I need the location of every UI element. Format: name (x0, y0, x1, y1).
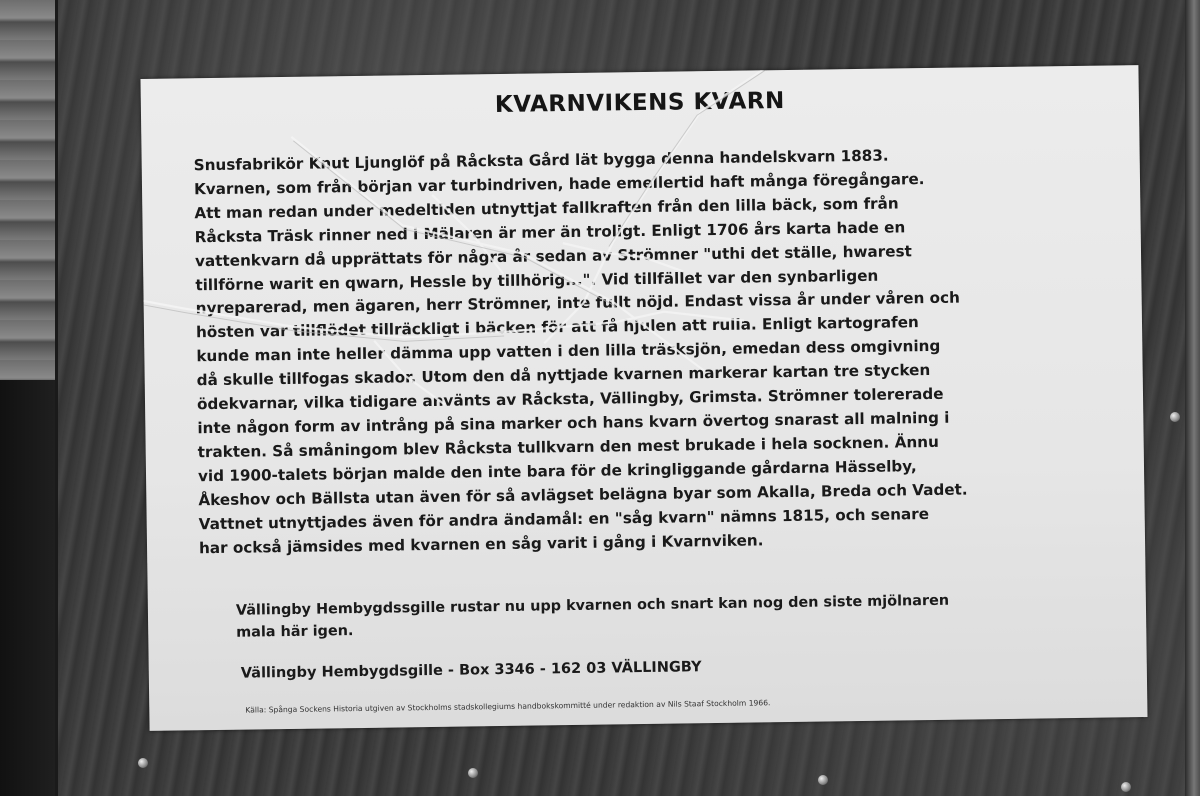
body-line: vid 1900-talets början malde den inte bara för de kringliggande gårdarna Hässelby, (197, 456, 917, 486)
body-line: inte någon form av intrång på sina marker och hans kvarn övertog snarast all malning i (197, 408, 950, 438)
body-line: ödekvarnar, vilka tidigare använts av Råcksta, Vällingby, Grimsta. Strömner tolererade (196, 384, 944, 414)
body-line: trakten. Så småningom blev Råcksta tullkvarn den mest brukade i hela socknen. Ännu (197, 432, 939, 462)
nail (468, 768, 478, 778)
paper-notice (140, 65, 1147, 731)
body-line: Vattnet utnyttjades även för andra ändamål: en "såg kvarn" nämns 1815, och senare (198, 504, 930, 533)
body-line: tillförne warit en qwarn, Hessle by tillhörig...". Vid tillfället var den synbarligen (195, 266, 879, 294)
body-line: Åkeshov och Bällsta utan även för så avlägset belägna byar som Akalla, Breda och Vadet. (198, 480, 968, 509)
body-line: Kvarnen, som från början var turbindriven, hade emellertid haft många föregångare. (193, 169, 925, 199)
nail (1170, 412, 1180, 422)
board-frame-edge (1185, 0, 1200, 796)
notice-body (194, 142, 1080, 561)
body-line: då skulle tillfogas skador. Utom den då nyttjade kvarnen markerar kartan tre stycken (196, 361, 931, 390)
source-citation: Källa: Spånga Sockens Historia utgiven av Stockholms stadskollegiums handbokskommitté under redaktion av Nils Staaf Stockholm 1966. (245, 698, 771, 715)
body-line: har också jämsides med kvarnen en såg varit i gång i Kvarnviken. (198, 530, 764, 557)
nail (818, 775, 828, 785)
body-line: kunde man inte heller dämma upp vatten i den lilla träsksjön, emedan dess omgivning (196, 337, 941, 366)
nail (138, 758, 148, 768)
nail (1121, 782, 1131, 792)
note-line: mala här igen. (236, 623, 354, 641)
restoration-note (236, 588, 1077, 644)
notice-title: KVARNVIKENS KVARN (494, 88, 785, 119)
body-line: Råcksta Träsk rinner ned i Mälaren är mer än troligt. Enligt 1706 års karta hade en (194, 218, 906, 246)
body-line: nyreparerad, men ägaren, herr Strömner, inte fullt nöjd. Endast vissa år under våren och (195, 289, 960, 318)
body-line: Att man redan under medeltiden utnyttjat fallkraften från den lilla bäck, som från (194, 194, 899, 223)
address-line: Vällingby Hembygdsgille - Box 3346 - 162 03 VÄLLINGBY (240, 659, 702, 682)
body-line: Snusfabrikör Knut Ljunglöf på Råcksta Gård lät bygga denna handelskvarn 1883. (193, 146, 889, 175)
note-line: Vällingby Hembygdssgille rustar nu upp kvarnen och snart kan nog den siste mjölnaren (235, 592, 950, 619)
body-line: hösten var tillflödet tillräckligt i bäcken för att få hjulen att rulla. Enligt kartografen (195, 313, 919, 342)
body-line: vattenkvarn då upprättats för några år sedan av Strömner "uthi det ställe, hwarest (194, 241, 912, 270)
